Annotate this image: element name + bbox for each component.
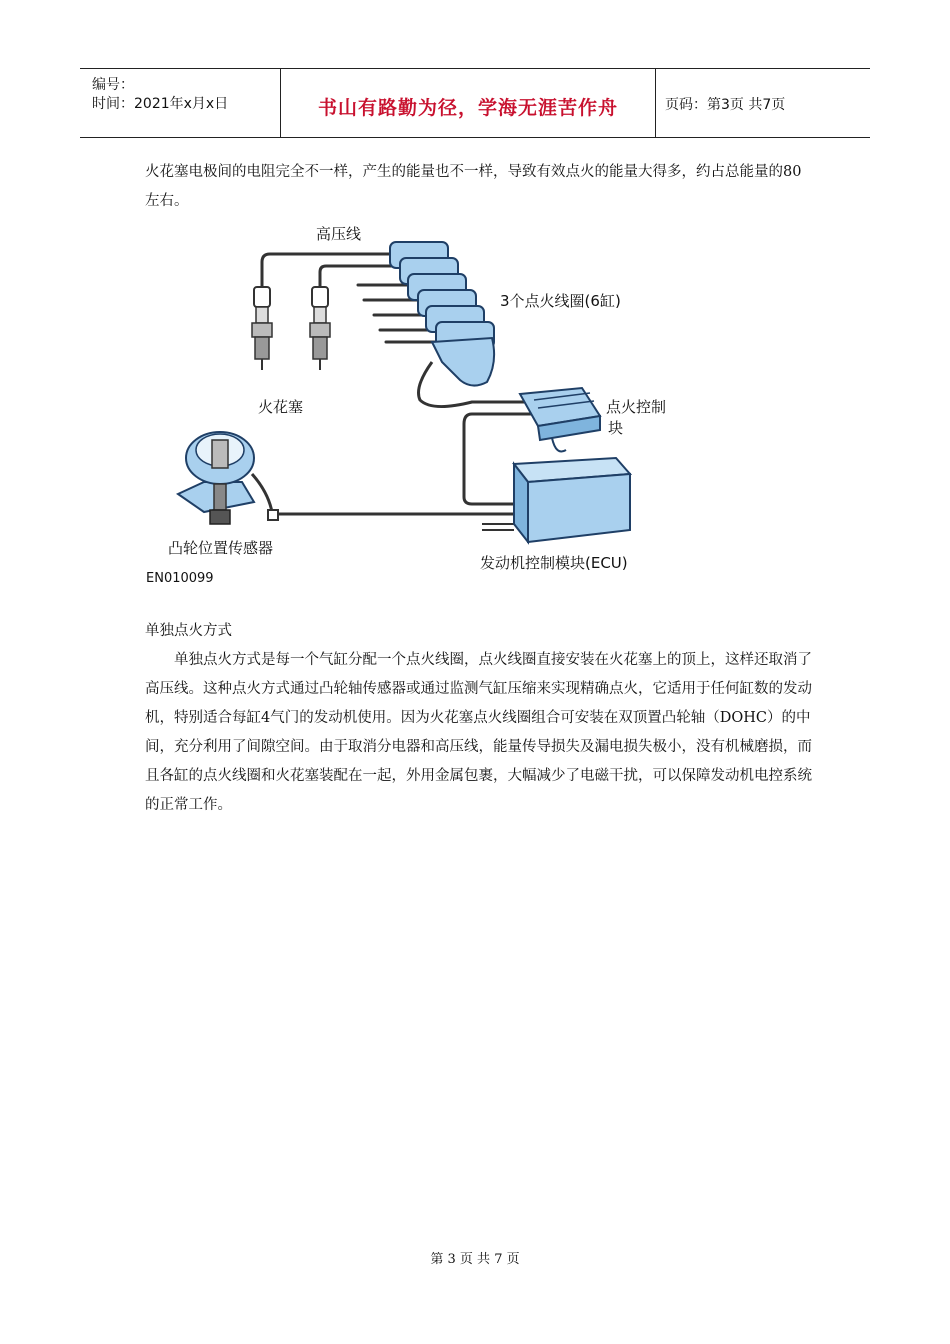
header-motto-cell [280, 69, 656, 137]
spark-plug-2 [310, 287, 330, 370]
cam-position-sensor [178, 432, 278, 524]
header-info-cell [80, 69, 280, 137]
ecu-module [514, 458, 630, 542]
paragraph-energy: 火花塞电极间的电阻完全不一样，产生的能量也不一样，导致有效点火的能量大得多，约占总能量的80左右。 [145, 164, 802, 209]
label-hv-wire: 高压线 [316, 225, 362, 243]
header-motto: 书山有路勤为径，学海无涯苦作舟 [317, 97, 618, 119]
paragraph-individual-ignition: 单独点火方式是每一个气缸分配一个点火线圈，点火线圈直接安装在火花塞上的顶上，这样还取消了高压线。这种点火方式通过凸轮轴传感器或通过监测气缸压缩来实现精确点火，它适用于任何缸数的发动机，特别适合每缸4气门的发动机使用。因为火花塞点火线圈组合可安装在双顶置凸轮轴（DOHC）的中间，充分利用了间隙空间。由于取消分电器和高压线，能量传导损失及漏电损失极小，没有机械磨损，而且各缸的点火线圈和火花塞装配在一起，外用金属包裹，大幅减少了电磁干扰，可以保障发动机电控系统的正常工作。 [145, 652, 812, 813]
label-cam-sensor: 凸轮位置传感器 [168, 539, 274, 557]
label-control-block-1: 点火控制 [606, 398, 667, 416]
header-page-cell [655, 69, 870, 137]
spark-plug-1 [252, 287, 272, 370]
ignition-system-diagram [142, 212, 690, 590]
ignition-control-block [520, 388, 600, 452]
label-control-block-2: 块 [608, 419, 624, 437]
header-page-number: 页码：第3页 共7页 [665, 97, 786, 113]
label-ignition-coils: 3个点火线圈(6缸) [500, 292, 621, 310]
document-date: 时间：2021年x月x日 [92, 96, 229, 112]
document-number: 编号： [92, 77, 134, 93]
label-ecu: 发动机控制模块(ECU) [480, 554, 628, 572]
figure-code: EN010099 [146, 571, 214, 586]
section-title: 单独点火方式 [145, 623, 232, 639]
page-footer: 第 3 页 共 7 页 [430, 1252, 520, 1267]
label-spark-plug: 火花塞 [258, 398, 304, 416]
page-header [80, 68, 870, 138]
